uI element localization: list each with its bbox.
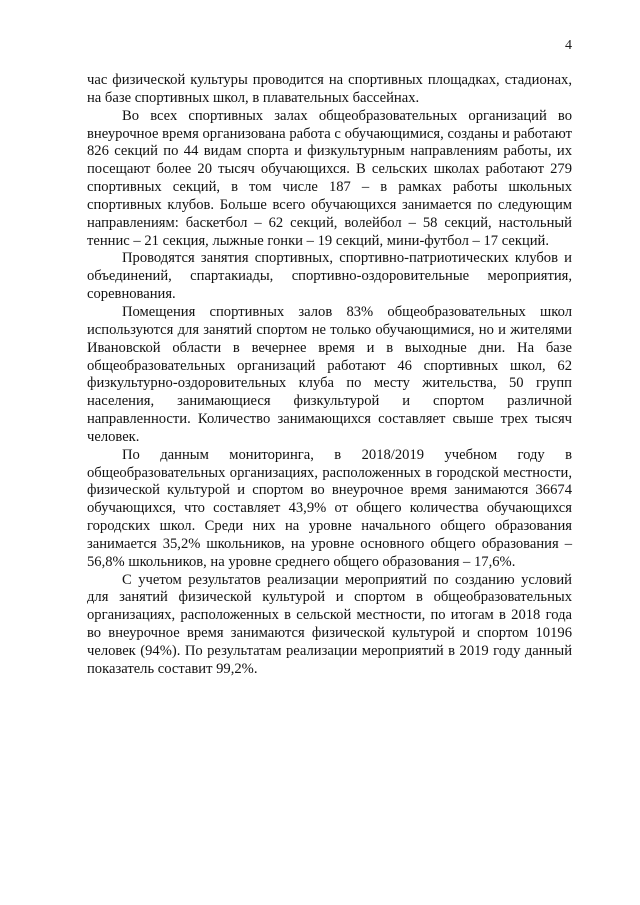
page-number: 4: [565, 38, 572, 53]
paragraph-rural-results: С учетом результатов реализации мероприятий по созданию условий для занятий физической культурой и спортом в общеобразовательных организациях, расположенных в сельской местности, по итогам в 2018 года во внеурочное время занимаются физической культурой и спортом 10196 человек (94%). По результатам реализации мероприятий в 2019 году данный показатель составит 99,2%.: [87, 571, 572, 677]
paragraph-urban-monitoring: По данным мониторинга, в 2018/2019 учебном году в общеобразовательных организациях, расположенных в городской местности, физической культурой и спортом во внеурочное время занимаются 36674 обучающихся, что составляет 43,9% от общего количества обучающихся городских школ. Среди них на уровне начального общего образования занимается 35,2% школьников, на уровне основного общего образования – 56,8% школьников, на уровне среднего общего образования – 17,6%.: [87, 446, 572, 570]
paragraph-gym-usage: Помещения спортивных залов 83% общеобразовательных школ используются для занятий спортом не только обучающимися, но и жителями Ивановской области в вечернее время и в выходные дни. На базе общеобразовательных организаций работают 46 спортивных школ, 62 физкультурно-оздоровительных клуба по месту жительства, 50 групп населения, занимающиеся физкультурой и спортом различной направленности. Количество занимающихся составляет свыше трех тысяч человек.: [87, 303, 572, 445]
paragraph-sports-sections: Во всех спортивных залах общеобразовательных организаций во внеурочное время организована работа с обучающимися, созданы и работают 826 секций по 44 видам спорта и физкультурным направлениям работы, их посещают более 20 тысяч обучающихся. В сельских школах работают 279 спортивных секций, в том числе 187 – в рамках работы школьных спортивных клубов. Больше всего обучающихся занимается по следующим направлениям: баскетбол – 62 секций, волейбол – 58 секций, настольный теннис – 21 секция, лыжные гонки – 19 секций, мини-футбол – 17 секций.: [87, 107, 572, 249]
body-text: [87, 72, 572, 679]
paragraph-clubs-events: Проводятся занятия спортивных, спортивно-патриотических клубов и объединений, спартакиады, спортивно-оздоровительные мероприятия, соревнования.: [87, 250, 572, 303]
paragraph-continuation: час физической культуры проводится на спортивных площадках, стадионах, на базе спортивных школ, в плавательных бассейнах.: [87, 72, 572, 106]
